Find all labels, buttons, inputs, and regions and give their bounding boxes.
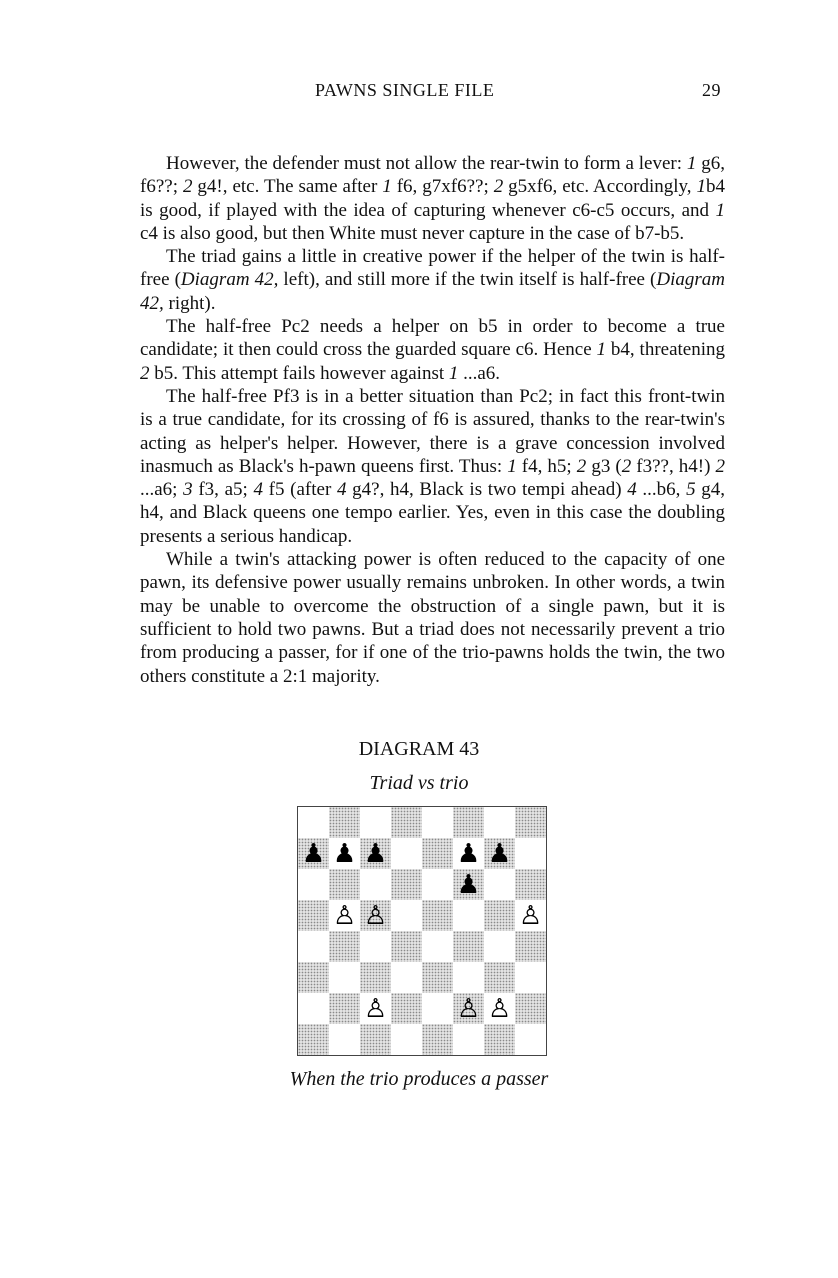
- white-pawn-icon: ♙: [363, 901, 388, 931]
- square-h6: [515, 869, 546, 900]
- square-c2: [360, 993, 391, 1024]
- paragraph: [140, 152, 725, 245]
- text-run: f6, g7xf6??;: [391, 176, 494, 198]
- square-g4: [484, 931, 515, 962]
- square-c8: [360, 807, 391, 838]
- italic-text: 4: [627, 479, 637, 501]
- square-b5: [329, 900, 360, 931]
- square-g2: [484, 993, 515, 1024]
- page-number: 29: [702, 80, 721, 100]
- text-run: g6, f6??;: [140, 153, 725, 198]
- square-e8: [422, 807, 453, 838]
- square-g8: [484, 807, 515, 838]
- text-run: g4, h4, and Black queens one tempo earlier. Yes, even in this case the doubling presents a serious handicap.: [140, 479, 726, 547]
- square-c3: [360, 962, 391, 993]
- diagram-caption: When the trio produces a passer: [289, 1068, 549, 1090]
- square-g5: [484, 900, 515, 931]
- square-c7: [360, 838, 391, 869]
- italic-text: 1: [507, 455, 517, 477]
- text-run: left), and still more if the twin itself is half-free (: [278, 269, 657, 291]
- square-h3: [515, 962, 546, 993]
- text-run: f5 (after: [262, 479, 337, 501]
- square-h4: [515, 931, 546, 962]
- italic-text: 1: [382, 176, 392, 198]
- italic-text: 2: [182, 176, 193, 198]
- paragraph: [140, 245, 725, 315]
- square-d5: [391, 900, 422, 931]
- black-pawn-icon: ♟: [456, 870, 481, 900]
- text-run: However, the defender must not allow the rear-twin to form a lever:: [166, 153, 687, 174]
- text-run: ...a6.: [458, 362, 501, 384]
- white-pawn-icon: ♙: [487, 994, 512, 1024]
- text-run: The half-free Pf3 is in a better situation than Pc2; in fact this front-twin is a true candidate, for its crossing of f6 is assured, thanks to the rear-twin's acting as helper's helper. However, there is a grave concession involved inasmuch as Black's h-pawn queens first. Thus:: [140, 385, 725, 477]
- italic-text: Diagram 42,: [140, 269, 725, 314]
- text-run: The half-free Pc2 needs a helper on b5 in order to become a true candidate; it then could cross the guarded square c6. Hence: [140, 316, 725, 361]
- text-run: b4, threatening: [606, 339, 726, 361]
- square-d8: [391, 807, 422, 838]
- black-pawn-icon: ♟: [456, 839, 481, 869]
- paragraph: [140, 315, 725, 385]
- italic-text: 4: [253, 479, 263, 501]
- italic-text: Diagram 42,: [180, 269, 279, 291]
- square-a3: [298, 962, 329, 993]
- square-b2: [329, 993, 360, 1024]
- square-f1: [453, 1024, 484, 1055]
- square-a4: [298, 931, 329, 962]
- square-a6: [298, 869, 329, 900]
- italic-text: 2: [621, 455, 632, 477]
- square-d6: [391, 869, 422, 900]
- square-h1: [515, 1024, 546, 1055]
- text-run: right).: [163, 292, 216, 314]
- square-d1: [391, 1024, 422, 1055]
- white-pawn-icon: ♙: [363, 994, 388, 1024]
- diagram-subtitle: Triad vs trio: [369, 772, 469, 794]
- square-d3: [391, 962, 422, 993]
- italic-text: 2: [493, 176, 504, 198]
- square-f6: [453, 869, 484, 900]
- square-g7: [484, 838, 515, 869]
- square-a7: [298, 838, 329, 869]
- square-e1: [422, 1024, 453, 1055]
- italic-text: 3: [183, 479, 193, 501]
- italic-text: 1: [686, 153, 697, 174]
- square-b8: [329, 807, 360, 838]
- italic-text: 2: [140, 362, 150, 384]
- square-e2: [422, 993, 453, 1024]
- square-g1: [484, 1024, 515, 1055]
- italic-text: 4: [336, 479, 347, 501]
- italic-text: 1: [696, 176, 706, 198]
- text-run: The triad gains a little in creative power if the helper of the twin is half-free (: [140, 246, 725, 291]
- text-run: g4?, h4, Black is two tempi ahead): [346, 479, 628, 501]
- diagram-title: DIAGRAM 43: [358, 738, 480, 760]
- square-h2: [515, 993, 546, 1024]
- square-h5: [515, 900, 546, 931]
- text-run: f3, a5;: [192, 479, 254, 501]
- text-run: g3 (: [586, 455, 622, 477]
- italic-text: 1: [715, 199, 725, 221]
- text-run: f4, h5;: [516, 455, 577, 477]
- italic-text: 1: [448, 362, 459, 384]
- text-run: f3??, h4!): [631, 455, 716, 477]
- square-e7: [422, 838, 453, 869]
- square-c4: [360, 931, 391, 962]
- square-g3: [484, 962, 515, 993]
- square-b7: [329, 838, 360, 869]
- text-run: ...b6,: [636, 479, 687, 501]
- text-run: c4 is also good, but then White must never capture in the case of b7-b5.: [140, 222, 685, 244]
- black-pawn-icon: ♟: [301, 839, 326, 869]
- paragraph: [140, 548, 725, 688]
- black-pawn-icon: ♟: [332, 839, 357, 869]
- square-e3: [422, 962, 453, 993]
- square-g6: [484, 869, 515, 900]
- square-b6: [329, 869, 360, 900]
- paragraph: [140, 385, 725, 548]
- italic-text: 2: [576, 455, 587, 477]
- square-d4: [391, 931, 422, 962]
- square-h7: [515, 838, 546, 869]
- square-a2: [298, 993, 329, 1024]
- italic-text: 1: [596, 339, 607, 361]
- square-e5: [422, 900, 453, 931]
- body-text: [140, 152, 725, 688]
- square-f7: [453, 838, 484, 869]
- square-f5: [453, 900, 484, 931]
- white-pawn-icon: ♙: [456, 994, 481, 1024]
- square-f3: [453, 962, 484, 993]
- text-run: b4 is good, if played with the idea of capturing whenever c6-c5 occurs, and: [140, 176, 725, 221]
- square-e4: [422, 931, 453, 962]
- text-run: ...a6;: [140, 479, 184, 501]
- italic-text: 5: [686, 479, 696, 501]
- square-f4: [453, 931, 484, 962]
- square-h8: [515, 807, 546, 838]
- square-f2: [453, 993, 484, 1024]
- text-run: While a twin's attacking power is often reduced to the capacity of one pawn, its defensive power usually remains unbroken. In other words, a twin may be unable to overcome the obstruction of a single pawn, but it is sufficient to hold two pawns. But a triad does not necessarily prevent a trio from producing a passer, for if one of the trio-pawns holds the twin, the two others constitute a 2:1 majority.: [140, 549, 725, 687]
- square-c6: [360, 869, 391, 900]
- running-header: [140, 80, 725, 106]
- white-pawn-icon: ♙: [518, 901, 543, 931]
- running-title: PAWNS SINGLE FILE: [315, 80, 495, 100]
- chess-board: [297, 806, 547, 1056]
- square-b4: [329, 931, 360, 962]
- square-d7: [391, 838, 422, 869]
- black-pawn-icon: ♟: [363, 839, 388, 869]
- black-pawn-icon: ♟: [487, 839, 512, 869]
- square-d2: [391, 993, 422, 1024]
- square-b3: [329, 962, 360, 993]
- square-e6: [422, 869, 453, 900]
- italic-text: 2: [715, 455, 725, 477]
- square-a1: [298, 1024, 329, 1055]
- square-a8: [298, 807, 329, 838]
- text-run: g5xf6, etc. Accordingly,: [503, 176, 697, 198]
- square-f8: [453, 807, 484, 838]
- square-c5: [360, 900, 391, 931]
- text-run: g4!, etc. The same after: [192, 176, 383, 198]
- square-c1: [360, 1024, 391, 1055]
- white-pawn-icon: ♙: [332, 901, 357, 931]
- square-b1: [329, 1024, 360, 1055]
- text-run: b5. This attempt fails however against: [149, 362, 449, 384]
- square-a5: [298, 900, 329, 931]
